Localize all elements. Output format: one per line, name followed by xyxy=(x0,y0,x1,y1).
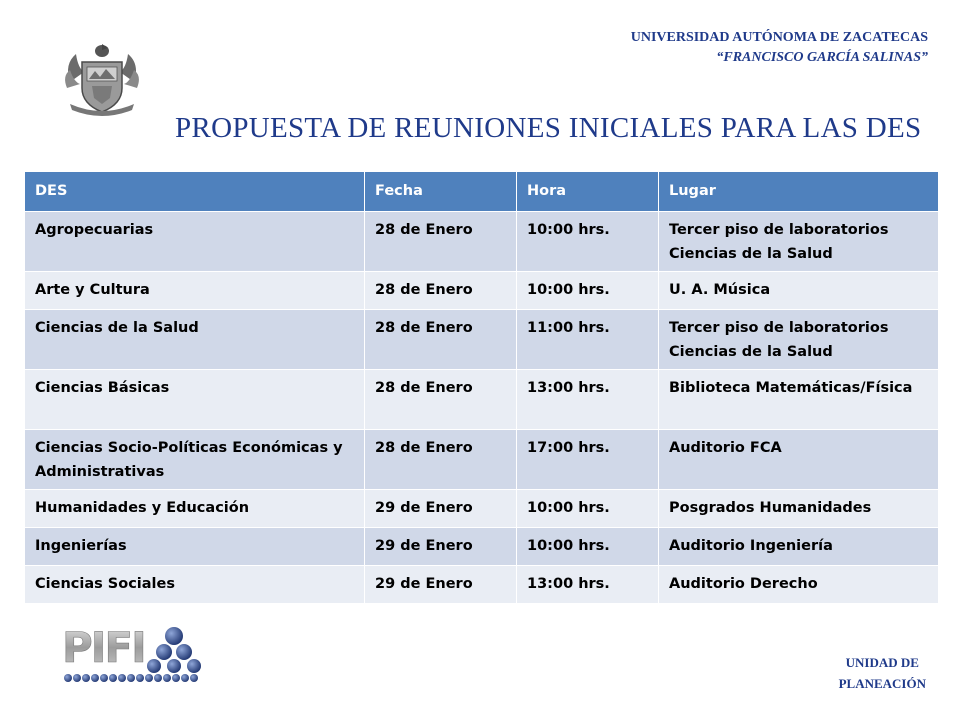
cell-hora: 17:00 hrs. xyxy=(517,430,659,490)
column-header-lugar: Lugar xyxy=(659,172,939,212)
cell-lugar: Auditorio Ingeniería xyxy=(659,528,939,566)
meetings-table xyxy=(24,171,939,604)
cell-hora: 10:00 hrs. xyxy=(517,528,659,566)
planning-unit-label xyxy=(839,652,926,694)
cell-hora: 13:00 hrs. xyxy=(517,370,659,430)
table-row xyxy=(25,490,939,528)
cell-des: Ciencias Básicas xyxy=(25,370,365,430)
planning-unit-line2: PLANEACIÓN xyxy=(838,676,926,691)
cell-fecha: 29 de Enero xyxy=(365,528,517,566)
cell-fecha: 28 de Enero xyxy=(365,212,517,272)
cell-fecha: 28 de Enero xyxy=(365,430,517,490)
cell-des: Ingenierías xyxy=(25,528,365,566)
cell-lugar: Posgrados Humanidades xyxy=(659,490,939,528)
cell-des: Arte y Cultura xyxy=(25,272,365,310)
university-seal-icon xyxy=(62,42,142,118)
cell-des: Ciencias de la Salud xyxy=(25,310,365,370)
column-header-des: DES xyxy=(25,172,365,212)
column-header-hora: Hora xyxy=(517,172,659,212)
pifi-logo-text: PIFI xyxy=(62,623,145,672)
cell-des: Humanidades y Educación xyxy=(25,490,365,528)
cell-hora: 10:00 hrs. xyxy=(517,490,659,528)
table-header-row xyxy=(25,172,939,212)
cell-fecha: 29 de Enero xyxy=(365,490,517,528)
table-row xyxy=(25,566,939,604)
cell-fecha: 28 de Enero xyxy=(365,272,517,310)
cell-des: Ciencias Sociales xyxy=(25,566,365,604)
cell-des: Ciencias Socio-Políticas Económicas y Administrativas xyxy=(25,430,365,490)
cell-hora: 10:00 hrs. xyxy=(517,212,659,272)
table-row xyxy=(25,212,939,272)
cell-hora: 10:00 hrs. xyxy=(517,272,659,310)
column-header-fecha: Fecha xyxy=(365,172,517,212)
table-row xyxy=(25,272,939,310)
cell-fecha: 28 de Enero xyxy=(365,310,517,370)
table-row xyxy=(25,310,939,370)
cell-lugar: U. A. Música xyxy=(659,272,939,310)
cell-lugar: Auditorio FCA xyxy=(659,430,939,490)
table-row xyxy=(25,430,939,490)
planning-unit-line1: UNIDAD DE xyxy=(845,655,919,670)
cell-des: Agropecuarias xyxy=(25,212,365,272)
cell-lugar: Biblioteca Matemáticas/Física xyxy=(659,370,939,430)
cell-hora: 11:00 hrs. xyxy=(517,310,659,370)
page-title: PROPUESTA DE REUNIONES INICIALES PARA LAS DES xyxy=(175,112,922,144)
university-name: UNIVERSIDAD AUTÓNOMA DE ZACATECAS xyxy=(630,30,928,45)
university-subtitle: “FRANCISCO GARCÍA SALINAS” xyxy=(716,50,928,65)
table-row xyxy=(25,370,939,430)
table-row xyxy=(25,528,939,566)
pifi-logo-icon xyxy=(60,622,240,688)
cell-lugar: Tercer piso de laboratorios Ciencias de la Salud xyxy=(659,310,939,370)
cell-fecha: 29 de Enero xyxy=(365,566,517,604)
university-header xyxy=(631,28,928,68)
cell-lugar: Auditorio Derecho xyxy=(659,566,939,604)
cell-lugar: Tercer piso de laboratorios Ciencias de la Salud xyxy=(659,212,939,272)
cell-hora: 13:00 hrs. xyxy=(517,566,659,604)
cell-fecha: 28 de Enero xyxy=(365,370,517,430)
